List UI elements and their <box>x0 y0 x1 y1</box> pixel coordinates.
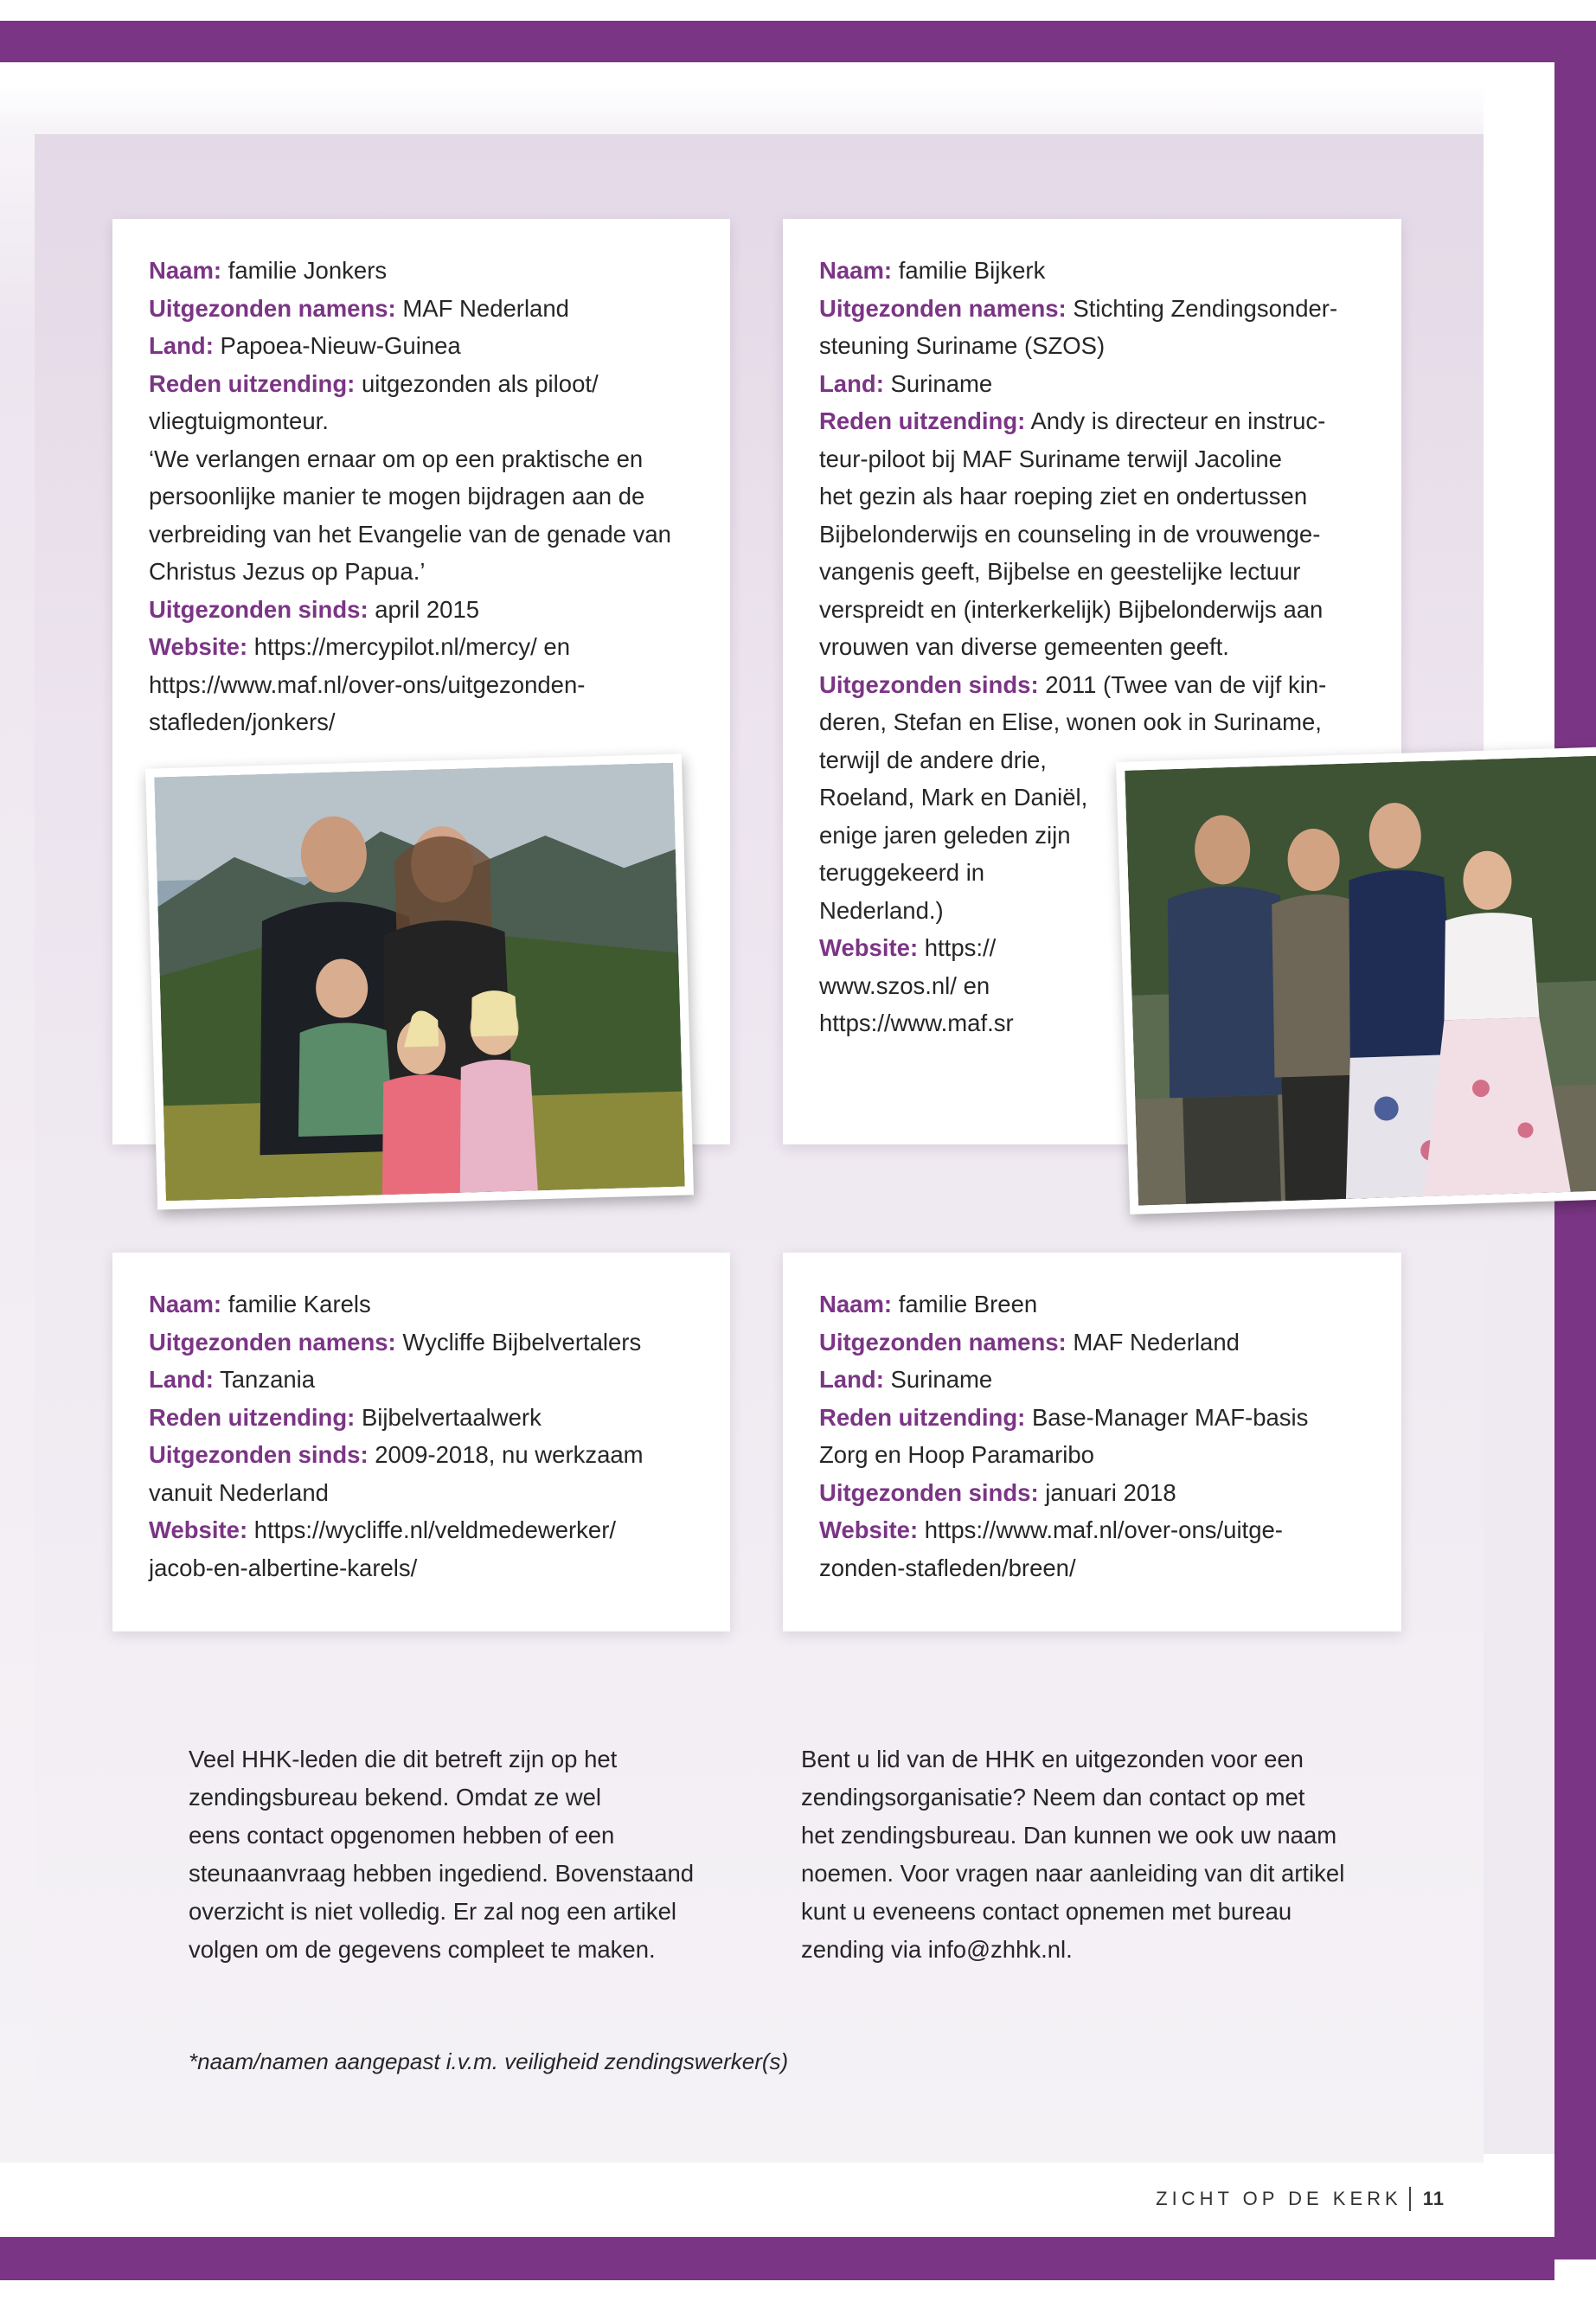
photo-jonkers-family <box>145 753 694 1209</box>
jonkers-quote-line: ‘We verlangen ernaar om op een praktische en <box>149 445 644 472</box>
right-gutter <box>1484 1185 1554 2154</box>
bijkerk-namens-line2: steuning Suriname (SZOS) <box>819 332 1106 359</box>
jonkers-quote-line: verbreiding van het Evangelie van de genade van <box>149 520 671 548</box>
breen-namens: Uitgezonden namens: MAF Nederland <box>819 1328 1240 1356</box>
bijkerk-reden-line: het gezin als haar roeping ziet en ondertussen <box>819 483 1308 510</box>
karels-namens: Uitgezonden namens: Wycliffe Bijbelvertalers <box>149 1328 642 1356</box>
jonkers-reden: Reden uitzending: uitgezonden als piloot/ <box>149 369 599 397</box>
karels-website-line2: jacob-en-albertine-karels/ <box>149 1554 418 1581</box>
bottom-right-line: Bent u lid van de HHK en uitgezonden voor een <box>801 1746 1304 1772</box>
page-footer <box>1156 2187 1445 2211</box>
bijkerk-sinds-line: Nederland.) <box>819 896 944 924</box>
footnote: *naam/namen aangepast i.v.m. veiligheid zendingswerker(s) <box>189 2048 789 2074</box>
karels-website: Website: https://wycliffe.nl/veldmedewerker/ <box>149 1516 617 1543</box>
bijkerk-reden-line: verspreidt en (interkerkelijk) Bijbelonderwijs aan <box>819 595 1324 623</box>
bijkerk-sinds: Uitgezonden sinds: 2011 (Twee van de vijf kin- <box>819 670 1327 698</box>
jonkers-quote-line: Christus Jezus op Papua.’ <box>149 558 426 585</box>
jonkers-reden-line2: vliegtuigmonteur. <box>149 407 329 434</box>
breen-website-line2: zonden-stafleden/breen/ <box>819 1554 1076 1581</box>
jonkers-namens: Uitgezonden namens: MAF Nederland <box>149 294 569 322</box>
bottom-left-line: volgen om de gegevens compleet te maken. <box>189 1936 656 1963</box>
karels-naam: Naam: familie Karels <box>149 1291 371 1317</box>
breen-reden-line2: Zorg en Hoop Paramaribo <box>819 1441 1094 1468</box>
jonkers-sinds: Uitgezonden sinds: april 2015 <box>149 595 480 623</box>
bijkerk-namens: Uitgezonden namens: Stichting Zendingsonder- <box>819 294 1338 322</box>
bijkerk-naam: Naam: familie Bijkerk <box>819 257 1046 284</box>
footer-divider <box>1409 2187 1411 2211</box>
breen-naam: Naam: familie Breen <box>819 1291 1038 1317</box>
bijkerk-website-line: www.szos.nl/ en <box>819 971 990 999</box>
bijkerk-reden-line: vangenis geeft, Bijbelse en geestelijke lectuur <box>819 558 1301 585</box>
bijkerk-sinds-line: enige jaren geleden zijn <box>819 821 1071 849</box>
bijkerk-website-line: https://www.maf.sr <box>819 1009 1014 1036</box>
photo-bijkerk-family <box>1116 747 1596 1215</box>
bijkerk-sinds-line: terwijl de andere drie, <box>819 746 1047 773</box>
bottom-left-line: steunaanvraag hebben ingediend. Bovenstaand <box>189 1860 695 1887</box>
bottom-left-text <box>189 1740 694 1969</box>
jonkers-website: Website: https://mercypilot.nl/mercy/ en <box>149 633 571 660</box>
jonkers-website-line: https://www.maf.nl/over-ons/uitgezonden- <box>149 670 586 698</box>
breen-sinds: Uitgezonden sinds: januari 2018 <box>819 1478 1176 1506</box>
jonkers-website-line: stafleden/jonkers/ <box>149 708 336 735</box>
photo-jonkers-image <box>154 763 684 1202</box>
bijkerk-reden-line: Bijbelonderwijs en counseling in de vrouwenge- <box>819 520 1321 548</box>
bijkerk-sinds-line: Roeland, Mark en Daniël, <box>819 784 1088 811</box>
bijkerk-sinds-line: teruggekeerd in <box>819 859 985 886</box>
karels-reden: Reden uitzending: Bijbelvertaalwerk <box>149 1403 542 1431</box>
bijkerk-land: Land: Suriname <box>819 369 993 397</box>
frame-top-bar <box>0 21 1554 62</box>
bottom-right-line: het zendingsbureau. Dan kunnen we ook uw naam <box>801 1822 1337 1849</box>
bijkerk-website: Website: https:// <box>819 934 997 961</box>
bottom-left-line: zendingsbureau bekend. Omdat ze wel <box>189 1784 601 1811</box>
bottom-right-line: zending via info@zhhk.nl. <box>801 1936 1073 1963</box>
card-karels <box>112 1253 730 1631</box>
bottom-left-line: overzicht is niet volledig. Er zal nog een artikel <box>189 1898 677 1925</box>
jonkers-quote-line: persoonlijke manier te mogen bijdragen aan de <box>149 483 645 510</box>
bottom-left-line: eens contact opgenomen hebben of een <box>189 1822 615 1849</box>
bijkerk-sinds-line: deren, Stefan en Elise, wonen ook in Suriname, <box>819 708 1322 735</box>
bijkerk-reden-line: teur-piloot bij MAF Suriname terwijl Jacoline <box>819 445 1282 472</box>
page-number: 11 <box>1422 2188 1445 2209</box>
bottom-right-line: noemen. Voor vragen naar aanleiding van dit artikel <box>801 1860 1345 1887</box>
bottom-right-line: zendingsorganisatie? Neem dan contact op met <box>801 1784 1305 1811</box>
breen-website: Website: https://www.maf.nl/over-ons/uitge- <box>819 1516 1283 1543</box>
breen-land: Land: Suriname <box>819 1366 993 1393</box>
photo-bijkerk-image <box>1125 755 1596 1205</box>
bijkerk-reden-line: vrouwen van diverse gemeenten geeft. <box>819 633 1229 660</box>
card-breen <box>783 1253 1401 1631</box>
breen-reden: Reden uitzending: Base-Manager MAF-basis <box>819 1403 1309 1431</box>
bottom-right-text <box>801 1740 1344 1969</box>
magazine-name: ZICHT OP DE KERK <box>1156 2188 1402 2209</box>
bijkerk-reden: Reden uitzending: Andy is directeur en instruc- <box>819 407 1326 434</box>
bottom-left-line: Veel HHK-leden die dit betreft zijn op het <box>189 1746 618 1772</box>
karels-sinds: Uitgezonden sinds: 2009-2018, nu werkzaam <box>149 1441 644 1468</box>
karels-sinds-line2: vanuit Nederland <box>149 1478 329 1506</box>
jonkers-naam: Naam: familie Jonkers <box>149 257 388 284</box>
jonkers-land: Land: Papoea-Nieuw-Guinea <box>149 332 461 359</box>
bottom-right-line: kunt u eveneens contact opnemen met bureau <box>801 1898 1292 1925</box>
frame-bottom-bar <box>0 2237 1554 2280</box>
karels-land: Land: Tanzania <box>149 1366 316 1393</box>
